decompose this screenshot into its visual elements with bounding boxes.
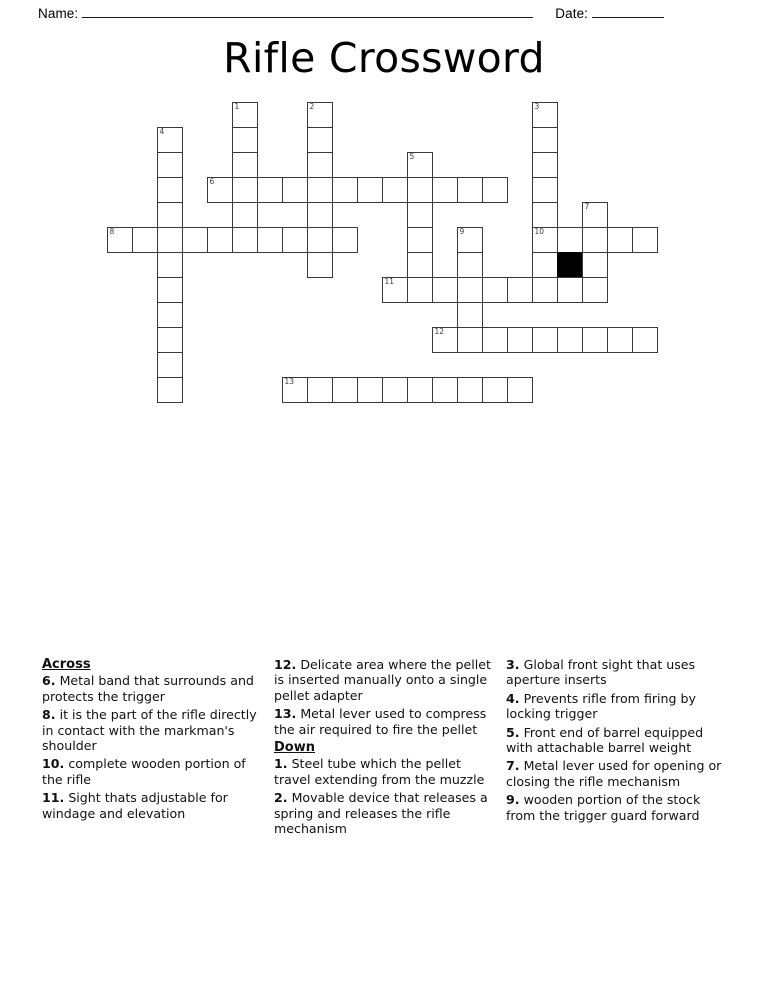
grid-cell[interactable]: [432, 377, 458, 403]
grid-cell[interactable]: [182, 227, 208, 253]
grid-cell[interactable]: [157, 352, 183, 378]
grid-cell[interactable]: [582, 227, 608, 253]
grid-cell[interactable]: [157, 202, 183, 228]
clue-text: wooden portion of the stock from the trigger guard forward: [506, 792, 701, 823]
clue-text: complete wooden portion of the rifle: [42, 756, 246, 787]
grid-cell[interactable]: [607, 327, 633, 353]
grid-cell[interactable]: [307, 152, 333, 178]
grid-cell[interactable]: [532, 277, 558, 303]
grid-cell-number: 7: [584, 202, 590, 211]
clue-text: Metal lever used for opening or closing the rifle mechanism: [506, 758, 722, 789]
grid-cell[interactable]: [457, 327, 483, 353]
grid-cell[interactable]: [532, 252, 558, 278]
grid-cell[interactable]: [407, 202, 433, 228]
grid-cell[interactable]: [457, 252, 483, 278]
grid-cell[interactable]: [407, 177, 433, 203]
grid-cell-number: 5: [409, 152, 415, 161]
grid-cell[interactable]: [407, 252, 433, 278]
grid-cell-number: 11: [384, 277, 395, 286]
grid-cell[interactable]: [582, 252, 608, 278]
grid-cell[interactable]: [482, 177, 508, 203]
clues-column-3: [506, 657, 724, 826]
clue-text: Global front sight that uses aperture inserts: [506, 657, 696, 688]
grid-cell[interactable]: [382, 277, 408, 303]
grid-cell[interactable]: [157, 302, 183, 328]
grid-cell[interactable]: [557, 277, 583, 303]
clue-number: 6.: [42, 673, 56, 689]
clue-across-11: [42, 790, 260, 821]
grid-cell[interactable]: [232, 102, 258, 128]
grid-cell[interactable]: [407, 152, 433, 178]
clue-down-3: [506, 657, 724, 688]
grid-cell[interactable]: [407, 277, 433, 303]
grid-cell[interactable]: [307, 202, 333, 228]
grid-cell[interactable]: [482, 327, 508, 353]
grid-cell[interactable]: [107, 227, 133, 253]
grid-cell[interactable]: [557, 227, 583, 253]
grid-cell[interactable]: [307, 102, 333, 128]
grid-cell[interactable]: [157, 177, 183, 203]
grid-cell[interactable]: [532, 327, 558, 353]
clue-number: 3.: [506, 657, 520, 672]
date-label: Date:: [555, 6, 589, 21]
grid-cell[interactable]: [307, 252, 333, 278]
grid-cell[interactable]: [532, 227, 558, 253]
grid-cell[interactable]: [532, 127, 558, 153]
clues-section-heading: Down: [274, 740, 315, 756]
clue-text: Metal lever used to compress the air required to fire the pellet: [274, 706, 487, 737]
clue-down-9: [506, 792, 724, 823]
grid-cell[interactable]: [157, 127, 183, 153]
grid-cell[interactable]: [582, 202, 608, 228]
grid-cell[interactable]: [607, 227, 633, 253]
grid-cell[interactable]: [157, 377, 183, 403]
grid-cell[interactable]: [632, 227, 658, 253]
grid-cell-number: 4: [159, 127, 165, 136]
grid-cell[interactable]: [382, 377, 408, 403]
grid-cell[interactable]: [357, 377, 383, 403]
grid-cell[interactable]: [532, 202, 558, 228]
grid-cell[interactable]: [457, 302, 483, 328]
grid-cell[interactable]: [257, 227, 283, 253]
clue-across-10: [42, 756, 260, 787]
grid-cell[interactable]: [407, 227, 433, 253]
grid-cell-number: 12: [434, 327, 445, 336]
grid-cell[interactable]: [207, 177, 233, 203]
clue-text: Sight thats adjustable for windage and elevation: [42, 790, 228, 821]
grid-cell[interactable]: [232, 227, 258, 253]
clue-number: 2.: [274, 790, 288, 806]
grid-cell[interactable]: [532, 177, 558, 203]
clues-column-2: [274, 657, 492, 839]
clue-down-5: [506, 725, 724, 756]
clues-container: [42, 657, 732, 839]
grid-cell-number: 8: [109, 227, 115, 236]
crossword-grid[interactable]: [0, 0, 768, 430]
clue-across-6: [42, 673, 260, 704]
grid-cell[interactable]: [557, 327, 583, 353]
grid-cell-number: 1: [234, 102, 240, 111]
grid-cell[interactable]: [307, 127, 333, 153]
grid-cell[interactable]: [282, 377, 308, 403]
grid-cell[interactable]: [407, 377, 433, 403]
grid-cell[interactable]: [457, 227, 483, 253]
grid-cell[interactable]: [382, 177, 408, 203]
grid-cell[interactable]: [482, 277, 508, 303]
clue-number: 12.: [274, 657, 297, 672]
name-label: Name:: [38, 6, 79, 21]
grid-cell-number: 13: [284, 377, 295, 386]
clue-text: it is the part of the rifle directly in contact with the markman's shoulder: [42, 707, 257, 754]
clue-text: Prevents rifle from firing by locking trigger: [506, 690, 696, 722]
grid-cell[interactable]: [482, 377, 508, 403]
grid-cell[interactable]: [632, 327, 658, 353]
clue-text: Front end of barrel equipped with attachable barrel weight: [506, 724, 704, 756]
grid-cell[interactable]: [132, 227, 158, 253]
grid-cell[interactable]: [532, 152, 558, 178]
clue-number: 7.: [506, 758, 520, 774]
grid-cell[interactable]: [532, 102, 558, 128]
grid-cell[interactable]: [282, 177, 308, 203]
clue-down-2: [274, 790, 492, 836]
grid-cell[interactable]: [582, 327, 608, 353]
grid-cell-number: 3: [534, 102, 540, 111]
grid-cell[interactable]: [307, 227, 333, 253]
clue-across-8: [42, 707, 260, 753]
grid-cell[interactable]: [157, 327, 183, 353]
grid-cell[interactable]: [582, 277, 608, 303]
grid-cell[interactable]: [332, 227, 358, 253]
grid-cell[interactable]: [157, 252, 183, 278]
clue-number: 9.: [506, 792, 520, 808]
clue-number: 1.: [274, 756, 288, 772]
clue-text: Movable device that releases a spring and releases the rifle mechanism: [274, 790, 488, 837]
grid-cell[interactable]: [507, 277, 533, 303]
grid-cell-number: 9: [459, 227, 465, 236]
grid-cell[interactable]: [357, 177, 383, 203]
page-title: Rifle Crossword: [223, 34, 545, 82]
grid-cell[interactable]: [332, 177, 358, 203]
grid-cell[interactable]: [432, 277, 458, 303]
clue-across-12: [274, 657, 492, 703]
clue-number: 13.: [274, 706, 297, 722]
grid-cell[interactable]: [157, 152, 183, 178]
grid-cell[interactable]: [232, 152, 258, 178]
grid-cell-number: 10: [534, 227, 545, 236]
grid-cell[interactable]: [207, 227, 233, 253]
clue-text: Metal band that surrounds and protects the trigger: [42, 673, 254, 704]
clue-down-7: [506, 758, 724, 789]
clues-section-heading: Across: [42, 657, 91, 672]
grid-cell[interactable]: [232, 127, 258, 153]
clues-column-1: [42, 657, 260, 824]
grid-cell[interactable]: [457, 377, 483, 403]
grid-cell[interactable]: [457, 177, 483, 203]
clue-down-4: [506, 691, 724, 722]
clue-text: Delicate area where the pellet is inserted manually onto a single pellet adapter: [274, 657, 491, 703]
grid-cell-number: 6: [209, 177, 215, 186]
clue-number: 11.: [42, 790, 65, 806]
grid-cell[interactable]: [507, 377, 533, 403]
grid-cell[interactable]: [157, 227, 183, 253]
grid-cell[interactable]: [232, 202, 258, 228]
grid-cell[interactable]: [232, 177, 258, 203]
clue-text: Steel tube which the pellet travel extending from the muzzle: [274, 756, 485, 787]
grid-cell[interactable]: [507, 327, 533, 353]
clue-down-1: [274, 756, 492, 787]
grid-block-cell: [557, 252, 583, 278]
grid-cell[interactable]: [307, 177, 333, 203]
grid-cell[interactable]: [157, 277, 183, 303]
grid-cell[interactable]: [257, 177, 283, 203]
clue-across-13: [274, 706, 492, 737]
grid-cell[interactable]: [457, 277, 483, 303]
grid-cell[interactable]: [332, 377, 358, 403]
grid-cell[interactable]: [432, 177, 458, 203]
grid-cell[interactable]: [282, 227, 308, 253]
clue-number: 4.: [506, 690, 520, 706]
clue-number: 10.: [42, 756, 65, 772]
grid-cell-number: 2: [309, 102, 315, 111]
grid-cell[interactable]: [432, 327, 458, 353]
grid-cell[interactable]: [307, 377, 333, 403]
clue-number: 5.: [506, 724, 520, 740]
clue-number: 8.: [42, 707, 56, 723]
